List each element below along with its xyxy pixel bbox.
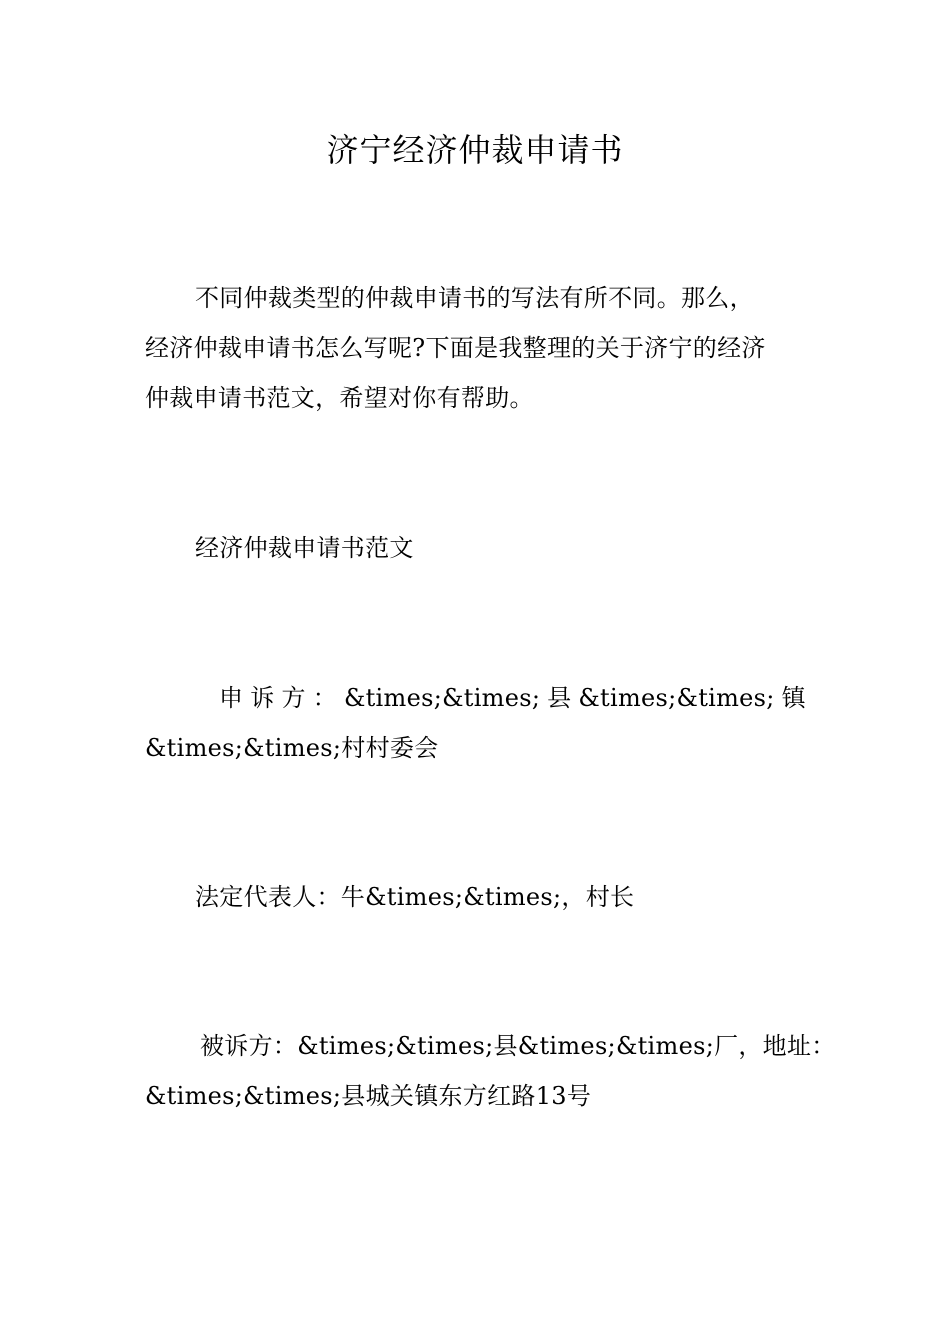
complainant-part: 镇 — [781, 684, 806, 712]
legal-rep-paragraph — [145, 872, 810, 922]
section-heading-paragraph — [145, 523, 810, 573]
intro-line-2: 经济仲裁申请书怎么写呢?下面是我整理的关于济宁的经济 — [145, 334, 766, 362]
respondent-paragraph — [145, 1021, 836, 1121]
complainant-part: 诉 — [250, 684, 275, 712]
document-title: 济宁经济仲裁申请书 — [326, 131, 624, 169]
complainant-part: 方 — [281, 684, 306, 712]
section-heading: 经济仲裁申请书范文 — [195, 534, 414, 562]
intro-line-3: 仲裁申请书范文，希望对你有帮助。 — [145, 384, 534, 412]
complainant-part: 申 — [219, 684, 244, 712]
legal-representative: 法定代表人：牛&times;&times;，村长 — [195, 883, 635, 911]
intro-paragraph — [145, 273, 810, 423]
complainant-part: ： — [312, 684, 338, 712]
respondent-line-1: 被诉方：&times;&times;县&times;&times;厂，地址： — [200, 1032, 836, 1060]
respondent-line-2: &times;&times;县城关镇东方红路13号 — [145, 1082, 592, 1110]
complainant-line-1 — [145, 673, 810, 723]
complainant-paragraph — [145, 673, 810, 773]
complainant-part: &times;&times; — [578, 684, 775, 712]
intro-line-1: 不同仲裁类型的仲裁申请书的写法有所不同。那么， — [195, 284, 754, 312]
complainant-line-2: &times;&times;村村委会 — [145, 734, 439, 762]
complainant-part: &times;&times; — [343, 684, 541, 712]
complainant-part: 县 — [547, 684, 572, 712]
